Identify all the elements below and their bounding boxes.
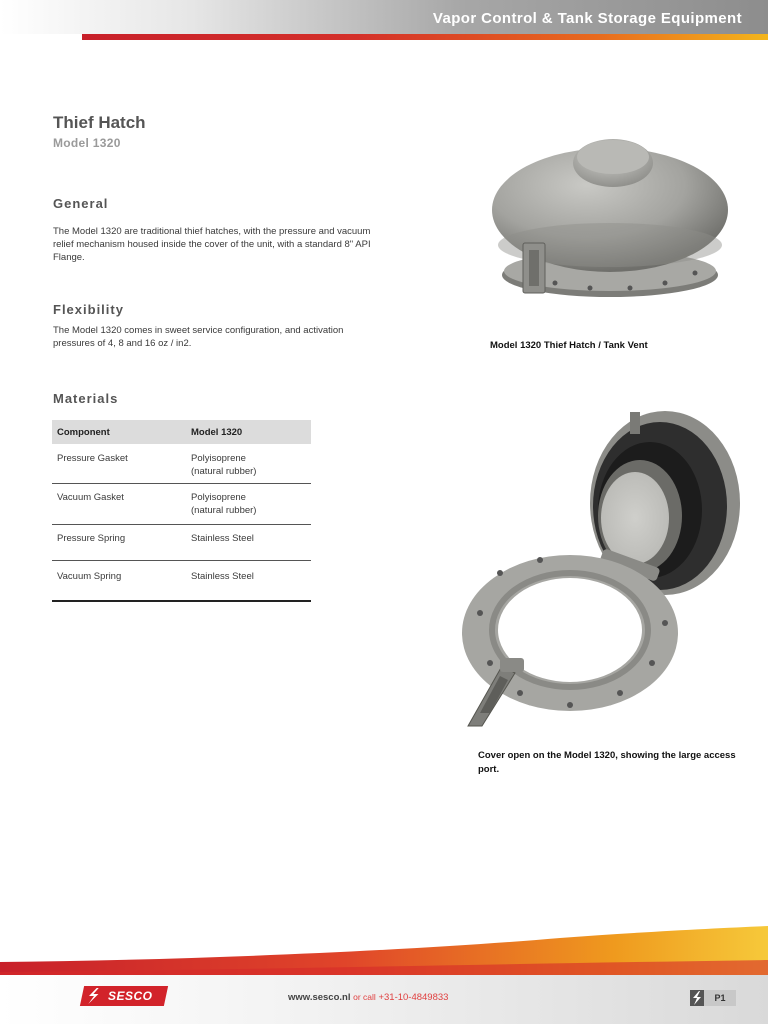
header-title: Vapor Control & Tank Storage Equipment [432, 10, 742, 27]
footer-wave [0, 920, 768, 980]
page-mark-icon [690, 990, 704, 1006]
table-row [52, 561, 311, 602]
flexibility-heading: Flexibility [53, 302, 124, 317]
table-row [52, 525, 311, 561]
table-row [52, 484, 311, 525]
materials-table [52, 420, 311, 602]
table-header [52, 420, 311, 444]
row-component: Pressure Spring [57, 533, 126, 544]
product-model: Model 1320 [53, 136, 121, 150]
page-number: P1 [704, 990, 736, 1006]
sesco-s-icon [84, 988, 101, 1004]
product-title: Thief Hatch [53, 113, 146, 132]
or-call-label: or call [353, 992, 376, 1002]
materials-heading: Materials [53, 391, 119, 406]
thief-hatch-open-image [460, 408, 740, 738]
general-text: The Model 1320 are traditional thief hatches, with the pressure and vacuum relief mechanism housed inside the cover of the unit, with a standard 8" API Flange. [53, 226, 371, 263]
header-accent-stripe [82, 34, 768, 40]
row-component: Vacuum Spring [57, 571, 122, 582]
open-hatch-caption: Cover open on the Model 1320, showing the large access port. [478, 750, 736, 775]
phone-link[interactable]: +31-10-4849833 [378, 992, 449, 1003]
row-material: Stainless Steel [191, 571, 254, 582]
flexibility-text: The Model 1320 comes in sweet service configuration, and activation pressures of 4, 8 and 16 oz / in2. [53, 325, 344, 349]
row-component: Pressure Gasket [57, 453, 128, 464]
general-heading: General [53, 196, 109, 211]
row-material: Polyisoprene (natural rubber) [191, 453, 257, 477]
row-material: Stainless Steel [191, 533, 254, 544]
column-header-component: Component [57, 426, 110, 438]
thief-hatch-closed-image [485, 125, 735, 320]
page-number-tag [690, 990, 736, 1006]
sesco-logo[interactable] [80, 986, 168, 1006]
footer-contact [288, 992, 448, 1003]
row-material: Polyisoprene (natural rubber) [191, 492, 257, 516]
column-header-model: Model 1320 [191, 426, 243, 438]
page-header [0, 0, 768, 48]
table-row [52, 444, 311, 484]
closed-hatch-caption: Model 1320 Thief Hatch / Tank Vent [490, 340, 648, 351]
website-link[interactable]: www.sesco.nl [288, 992, 351, 1003]
row-component: Vacuum Gasket [57, 492, 124, 503]
logo-text: SESCO [107, 989, 153, 1003]
